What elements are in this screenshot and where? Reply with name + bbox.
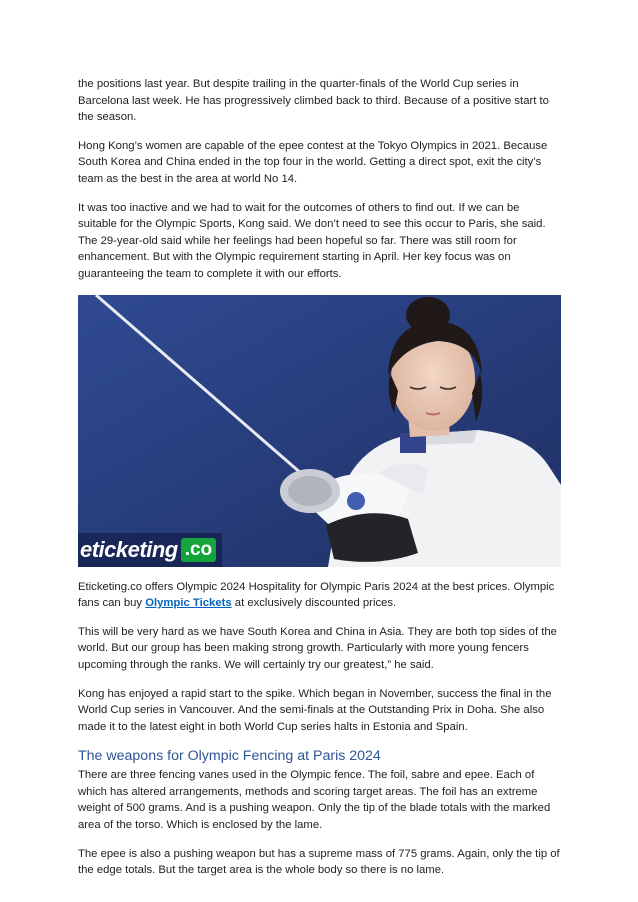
olympic-tickets-link[interactable]: Olympic Tickets xyxy=(145,597,232,610)
paragraph-4-end: at exclusively discounted prices. xyxy=(231,597,397,610)
paragraph-7: There are three fencing vanes used in the Olympic fence. The foil, sabre and epee. Each of which has altered arrangements, methods and scoring target areas. The foil has an extreme weight of 500 grams. And is a pushing weapon. Only the tip of the blade totals with the marked area of the torso. Which is enclosed by the lame. xyxy=(78,769,551,832)
fencer-photo xyxy=(78,295,561,567)
paragraph-2: Hong Kong’s women are capable of the epee contest at the Tokyo Olympics in 2021. Because South Korea and China ended in the top four in the world. Getting a direct spot, exit the city’s team as the best in the area at world No 14. xyxy=(78,139,548,185)
paragraph-4-start: Eticketing.co offers Olympic 2024 Hospitality for Olympic Paris 2024 at the best prices. Olympic fans can buy xyxy=(78,580,555,610)
paragraph-6: Kong has enjoyed a rapid start to the spike. Which began in November, success the final in the World Cup series in Vancouver. And the semi-finals at the Outstanding Prix in Doha. She also made it to the latest eight in both World Cup series halts in Estonia and Spain. xyxy=(78,687,552,733)
paragraph-3: It was too inactive and we had to wait for the outcomes of others to find out. If we can be suitable for the Olympic Sports, Kong said. We don’t need to see this occur to Paris, she said. The 29-year-old said while her feelings had been hopeful so far. There was still room for enhancement. But with the Olympic requirement starting in April. Her key focus was on guaranteeing the team to complete it with our efforts. xyxy=(78,201,546,280)
paragraph-5: This will be very hard as we have South Korea and China in Asia. They are both top sides of the world. But our group has been making strong growth. Particularly with more young fencers upcoming through the ranks. We will certainly try our greatest,” he said. xyxy=(78,625,557,671)
logo-main-text: eticketing xyxy=(80,536,178,562)
eticketing-logo xyxy=(78,533,222,567)
paragraph-4 xyxy=(78,579,560,612)
logo-suffix-badge xyxy=(181,538,216,562)
section-heading: The weapons for Olympic Fencing at Paris 2024 xyxy=(78,748,381,765)
logo-suffix-text: .co xyxy=(184,538,213,560)
paragraph-8: The epee is also a pushing weapon but has a supreme mass of 775 grams. Again, only the tip of the edge totals. But the target area is the whole body so there is no lame. xyxy=(78,847,560,877)
paragraph-1: the positions last year. But despite trailing in the quarter-finals of the World Cup series in Barcelona last week. He has progressively climbed back to third. Because of a positive start to the season. xyxy=(78,78,549,124)
fencer-illustration xyxy=(78,295,561,567)
